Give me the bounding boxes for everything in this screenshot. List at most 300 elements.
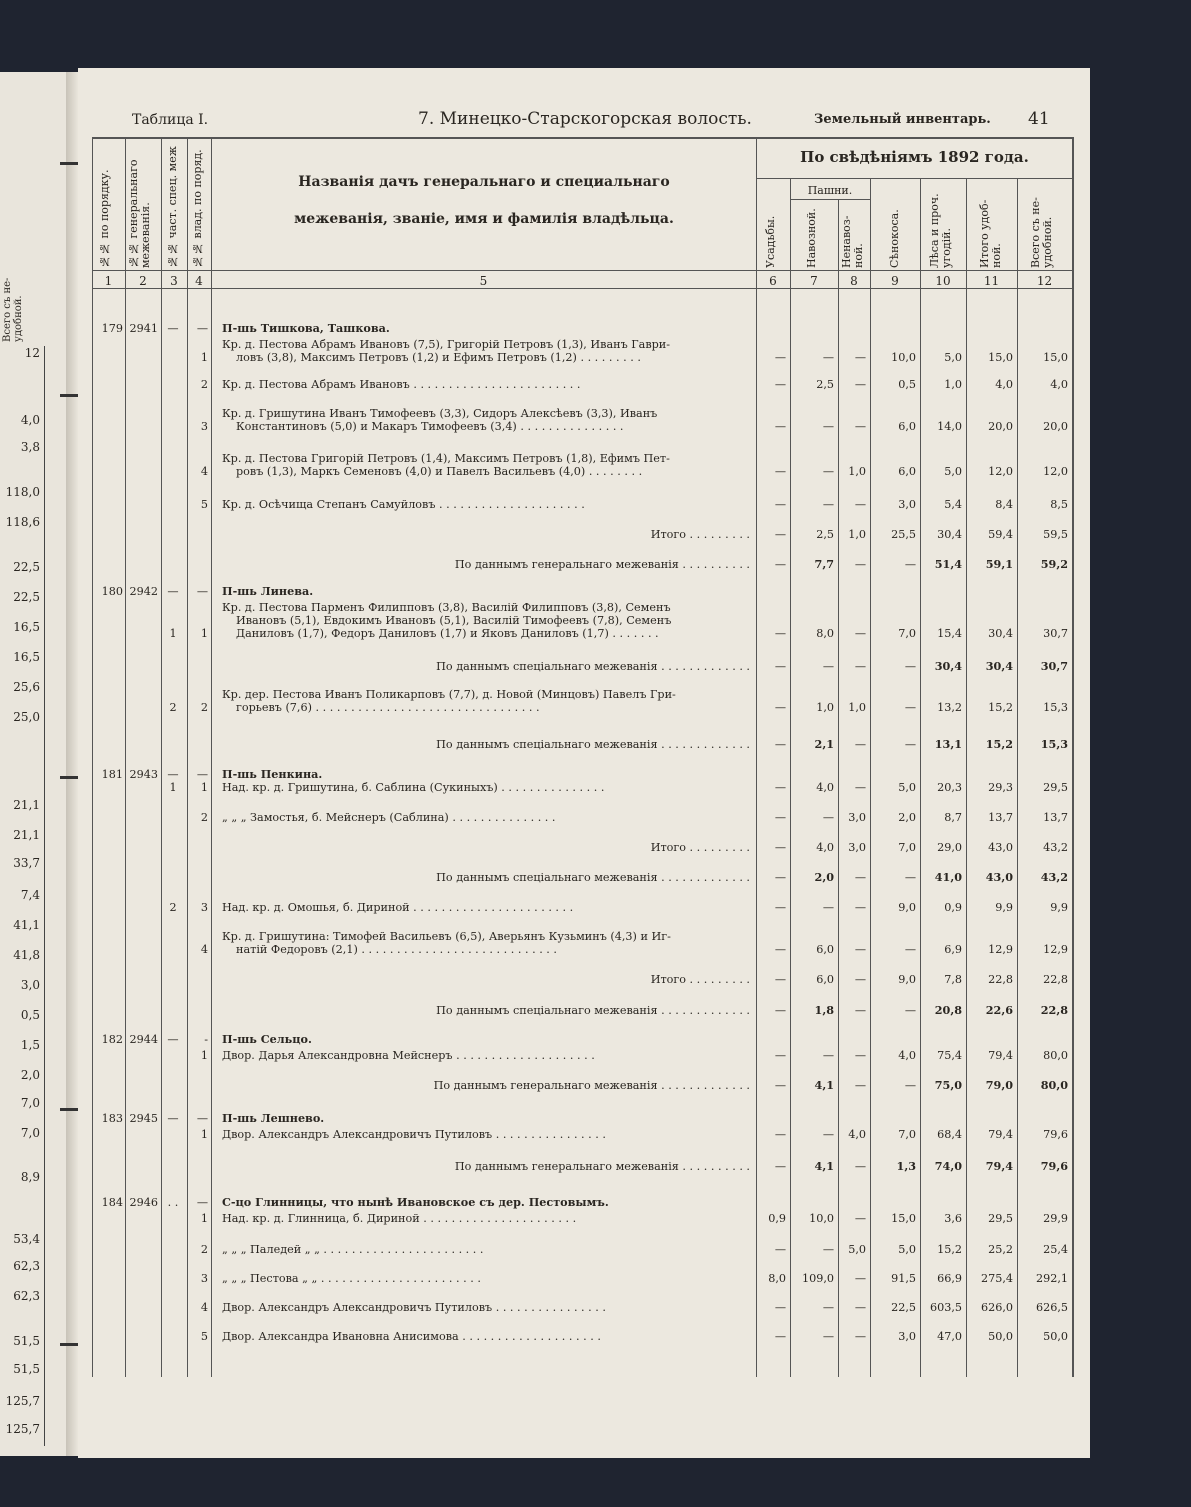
header-rule — [92, 270, 1073, 271]
owner-number: — — [196, 1112, 208, 1125]
area-value: — — [854, 1330, 866, 1343]
estate-title: П-шь Пенкина. — [222, 767, 323, 781]
area-value: 5,0 — [944, 351, 962, 364]
special-survey-number: 2 — [169, 901, 177, 914]
general-survey-number: 2946 — [129, 1196, 158, 1209]
owner-entry: горьевъ (7,6) . . . . . . . . . . . . . . . . . . . . . . . . . . . . . . . . — [236, 701, 540, 714]
area-value: 8,0 — [816, 627, 834, 640]
area-value: — — [774, 660, 786, 673]
area-value: 4,0 — [1050, 378, 1068, 391]
area-value: 5,0 — [898, 1243, 916, 1256]
left-value: 16,5 — [13, 620, 40, 634]
left-value: 25,6 — [13, 680, 40, 694]
owner-entry: Даниловъ (1,7), Федоръ Даниловъ (1,7) и Яковъ Даниловъ (1,7) . . . . . . . — [236, 627, 659, 640]
area-value: — — [822, 498, 834, 511]
area-value: — — [904, 1004, 916, 1017]
area-value: — — [774, 528, 786, 541]
summary-label: По даннымъ спеціальнаго межеванія . . . . . . . . . . . . . — [436, 660, 750, 673]
owner-number: 2 — [200, 701, 208, 714]
owner-entry: ровъ (1,3), Маркъ Семеновъ (4,0) и Павелъ Васильевъ (4,0) . . . . . . . . — [236, 465, 643, 478]
area-value: 2,1 — [814, 737, 834, 751]
area-value: 59,5 — [1043, 528, 1068, 541]
owner-number: 1 — [200, 1049, 208, 1062]
special-survey-number: — — [167, 768, 179, 781]
area-value: — — [854, 973, 866, 986]
left-value: 125,7 — [5, 1394, 40, 1408]
area-value: 25,2 — [988, 1243, 1013, 1256]
summary-label: По даннымъ спеціальнаго межеванія . . . . . . . . . . . . . — [436, 871, 750, 884]
area-value: — — [774, 627, 786, 640]
area-value: — — [774, 558, 786, 571]
left-value: 41,1 — [13, 918, 40, 932]
area-value: 10,0 — [809, 1212, 834, 1225]
owner-number: 2 — [200, 811, 208, 824]
colnum: 1 — [104, 274, 113, 288]
area-value: 80,0 — [1040, 1078, 1068, 1092]
area-value: 30,4 — [985, 659, 1013, 673]
area-value: — — [774, 1330, 786, 1343]
area-value: 7,7 — [814, 557, 834, 571]
area-value: 12,0 — [988, 465, 1013, 478]
area-value: 47,0 — [937, 1330, 962, 1343]
area-value: — — [904, 943, 916, 956]
owner-entry: натій Федоровъ (2,1) . . . . . . . . . . . . . . . . . . . . . . . . . . . . — [236, 943, 557, 956]
colnum: 7 — [810, 274, 818, 288]
area-value: — — [854, 498, 866, 511]
area-value: — — [854, 1079, 866, 1092]
owner-number: 4 — [200, 943, 208, 956]
area-value: — — [904, 738, 916, 751]
special-survey-number: 2 — [169, 701, 177, 714]
owner-number: 2 — [200, 1243, 208, 1256]
col-rule — [1072, 137, 1074, 1377]
area-value: 9,9 — [995, 901, 1013, 914]
summary-label: Итого . . . . . . . . . — [650, 973, 750, 986]
area-value: 6,0 — [898, 465, 916, 478]
owner-number: 4 — [200, 465, 208, 478]
area-value: 43,0 — [988, 841, 1013, 854]
area-value: — — [854, 871, 866, 884]
colnum-rule — [92, 288, 1073, 289]
general-survey-number: 2945 — [129, 1112, 158, 1125]
left-value: 8,9 — [20, 1170, 40, 1184]
left-value: 1,5 — [20, 1038, 40, 1052]
area-value: 1,0 — [944, 378, 962, 391]
owner-entry: Кр. д. Пестова Абрамъ Ивановъ (7,5), Григорій Петровъ (1,3), Иванъ Гаври- — [222, 338, 671, 351]
area-value: 4,0 — [898, 1049, 916, 1062]
area-value: — — [822, 420, 834, 433]
table-top-rule — [92, 137, 1073, 139]
left-page — [0, 72, 66, 1456]
owner-entry: Кр. д. Пестова Григорій Петровъ (1,4), Максимъ Петровъ (1,8), Ефимъ Пет- — [222, 452, 670, 465]
area-value: — — [904, 1079, 916, 1092]
owner-number: 3 — [200, 1272, 208, 1285]
area-value: 0,9 — [944, 901, 962, 914]
area-value: — — [774, 1128, 786, 1141]
area-value: 3,6 — [944, 1212, 962, 1225]
area-value: 14,0 — [937, 420, 962, 433]
area-value: — — [774, 871, 786, 884]
summary-label: По даннымъ генеральнаго межеванія . . . . . . . . . . . . . — [433, 1079, 750, 1092]
col-rule — [756, 137, 757, 1377]
col-rule — [92, 137, 93, 1377]
special-survey-number: — — [167, 1112, 179, 1125]
area-value: — — [854, 420, 866, 433]
owner-number: 1 — [200, 351, 208, 364]
volost-title: 7. Минецко-Старскогорская волость. — [418, 109, 752, 129]
area-value: 6,0 — [816, 943, 834, 956]
special-survey-number: 1 — [169, 781, 177, 794]
area-value: 12,0 — [1043, 465, 1068, 478]
left-value: 118,6 — [5, 515, 40, 529]
left-value: 62,3 — [13, 1259, 40, 1273]
area-value: 30,4 — [934, 659, 962, 673]
area-value: 4,0 — [995, 378, 1013, 391]
area-value: 13,2 — [937, 701, 962, 714]
area-value: 5,4 — [944, 498, 962, 511]
area-value: — — [822, 351, 834, 364]
row-number: 179 — [101, 322, 123, 335]
left-value: 4,0 — [20, 413, 40, 427]
area-value: — — [854, 351, 866, 364]
area-value: — — [854, 1272, 866, 1285]
col2-header: №№ генеральнаго межеванія. — [127, 159, 152, 268]
area-value: — — [774, 701, 786, 714]
area-value: 7,0 — [898, 627, 916, 640]
left-value: 22,5 — [13, 590, 40, 604]
colnum: 3 — [170, 274, 178, 288]
area-value: — — [904, 871, 916, 884]
area-value: — — [854, 943, 866, 956]
area-value: — — [774, 811, 786, 824]
area-value: — — [774, 901, 786, 914]
area-value: — — [854, 1049, 866, 1062]
area-value: 29,3 — [988, 781, 1013, 794]
area-value: 30,4 — [937, 528, 962, 541]
summary-label: По даннымъ спеціальнаго межеванія . . . . . . . . . . . . . — [436, 1004, 750, 1017]
owner-number: 2 — [200, 378, 208, 391]
owner-number: — — [196, 585, 208, 598]
owner-number: 5 — [200, 498, 208, 511]
owner-entry: Кр. д. Гришутина: Тимофей Васильевъ (6,5), Аверьянъ Кузьминъ (4,3) и Иг- — [222, 930, 671, 943]
left-value: 21,1 — [13, 828, 40, 842]
left-value: 0,5 — [20, 1008, 40, 1022]
special-survey-number: 1 — [169, 627, 177, 640]
area-value: 4,1 — [814, 1159, 834, 1173]
area-value: — — [822, 1301, 834, 1314]
area-value: 1,0 — [816, 701, 834, 714]
area-value: 4,0 — [816, 841, 834, 854]
owner-entry: „ „ „ Пестова „ „ . . . . . . . . . . . . . . . . . . . . . . . — [222, 1272, 481, 1285]
left-value: 21,1 — [13, 798, 40, 812]
general-survey-number: 2942 — [129, 585, 158, 598]
area-value: — — [822, 811, 834, 824]
area-value: 30,4 — [988, 627, 1013, 640]
area-value: 29,5 — [988, 1212, 1013, 1225]
left-value: 41,8 — [13, 948, 40, 962]
area-value: — — [774, 943, 786, 956]
owner-entry: Ивановъ (5,1), Евдокимъ Ивановъ (5,1), Василій Тимофеевъ (7,8), Семенъ — [236, 614, 672, 627]
owner-number: — — [196, 322, 208, 335]
area-value: 10,0 — [891, 351, 916, 364]
area-value: — — [774, 498, 786, 511]
area-value: 626,0 — [980, 1301, 1013, 1314]
area-value: — — [854, 660, 866, 673]
owner-number: 4 — [200, 1301, 208, 1314]
owner-number: - — [204, 1033, 208, 1046]
left-value: 125,7 — [5, 1422, 40, 1436]
left-value: 53,4 — [13, 1232, 40, 1246]
col6-header: Усадьбы. — [764, 215, 777, 268]
area-value: 8,4 — [995, 498, 1013, 511]
area-value: — — [774, 1160, 786, 1173]
page-number: 41 — [1028, 109, 1050, 129]
col11-header: Итого удоб-ной. — [978, 199, 1003, 268]
area-value: — — [822, 1128, 834, 1141]
row-number: 180 — [101, 585, 123, 598]
source-rule — [756, 178, 1073, 179]
area-value: 20,0 — [1043, 420, 1068, 433]
left-column-header: Всего съ не-удобной. — [2, 277, 24, 342]
area-value: 43,2 — [1043, 841, 1068, 854]
area-value: 75,4 — [937, 1049, 962, 1062]
owner-entry: Кр. д. Пестова Абрамъ Ивановъ . . . . . . . . . . . . . . . . . . . . . . . . — [222, 378, 581, 391]
colnum: 6 — [769, 274, 777, 288]
left-value: 51,5 — [13, 1334, 40, 1348]
names-header-2: межеванія, званіе, имя и фамилія владѣльца. — [294, 211, 674, 227]
row-number: 183 — [101, 1112, 123, 1125]
general-survey-number: 2944 — [129, 1033, 158, 1046]
left-column-rule — [44, 346, 45, 1446]
area-value: 3,0 — [898, 1330, 916, 1343]
left-value: 7,0 — [20, 1096, 40, 1110]
area-value: — — [904, 701, 916, 714]
area-value: — — [774, 1243, 786, 1256]
area-value: 9,0 — [898, 973, 916, 986]
row-number: 181 — [101, 768, 123, 781]
owner-number: 3 — [200, 420, 208, 433]
area-value: 25,5 — [891, 528, 916, 541]
col4-header: №№ влад. по поряд. — [191, 149, 204, 268]
owner-number: 1 — [200, 1128, 208, 1141]
area-value: 13,7 — [988, 811, 1013, 824]
area-value: 7,0 — [898, 841, 916, 854]
area-value: 7,0 — [898, 1128, 916, 1141]
colnum: 9 — [891, 274, 899, 288]
colnum: 2 — [139, 274, 147, 288]
left-value: 2,0 — [20, 1068, 40, 1082]
area-value: 9,9 — [1050, 901, 1068, 914]
col10-header: Лѣса и проч. угодій. — [928, 193, 953, 268]
general-survey-number: 2943 — [129, 768, 158, 781]
owner-number: 1 — [200, 1212, 208, 1225]
area-value: 15,2 — [985, 737, 1013, 751]
area-value: 15,0 — [891, 1212, 916, 1225]
area-value: — — [854, 627, 866, 640]
owner-entry: „ „ „ Замостья, б. Мейснеръ (Саблина) . . . . . . . . . . . . . . . — [222, 811, 556, 824]
left-value: 62,3 — [13, 1289, 40, 1303]
area-value: — — [854, 1301, 866, 1314]
area-value: 15,2 — [937, 1243, 962, 1256]
owner-entry: Над. кр. д. Глинница, б. Дириной . . . . . . . . . . . . . . . . . . . . . . — [222, 1212, 577, 1225]
area-value: 79,4 — [985, 1159, 1013, 1173]
area-value: — — [774, 1004, 786, 1017]
area-value: — — [854, 738, 866, 751]
area-value: 2,5 — [816, 528, 834, 541]
area-value: 22,8 — [1040, 1003, 1068, 1017]
owner-number: 5 — [200, 1330, 208, 1343]
owner-entry: Двор. Александра Ивановна Анисимова . . . . . . . . . . . . . . . . . . . . — [222, 1330, 601, 1343]
owner-entry: ловъ (3,8), Максимъ Петровъ (1,2) и Ефимъ Петровъ (1,2) . . . . . . . . . — [236, 351, 641, 364]
summary-label: По даннымъ спеціальнаго межеванія . . . . . . . . . . . . . — [436, 738, 750, 751]
area-value: — — [854, 781, 866, 794]
area-value: 3,0 — [898, 498, 916, 511]
summary-label: Итого . . . . . . . . . — [650, 841, 750, 854]
area-value: 59,4 — [988, 528, 1013, 541]
area-value: — — [774, 781, 786, 794]
owner-entry: Над. кр. д. Омошья, б. Дириной . . . . . . . . . . . . . . . . . . . . . . . — [222, 901, 574, 914]
left-value: 7,4 — [20, 888, 40, 902]
area-value: 74,0 — [934, 1159, 962, 1173]
colnum: 10 — [935, 274, 951, 288]
estate-title: П-шь Тишкова, Ташкова. — [222, 321, 390, 335]
area-value: 2,0 — [898, 811, 916, 824]
area-value: — — [904, 660, 916, 673]
area-value: 1,0 — [848, 528, 866, 541]
owner-number: — — [196, 1196, 208, 1209]
estate-title: П-шь Сельцо. — [222, 1032, 312, 1046]
colnum: 8 — [850, 274, 858, 288]
owner-number: 1 — [200, 627, 208, 640]
area-value: 43,2 — [1040, 870, 1068, 884]
area-value: 292,1 — [1035, 1272, 1068, 1285]
area-value: 109,0 — [801, 1272, 834, 1285]
owner-entry: Над. кр. д. Гришутина, б. Саблина (Сукиныхъ) . . . . . . . . . . . . . . . — [222, 781, 605, 794]
area-value: 15,3 — [1043, 701, 1068, 714]
col7-header: Навозной. — [805, 208, 818, 268]
owner-entry: Двор. Дарья Александровна Мейснеръ . . . . . . . . . . . . . . . . . . . . — [222, 1049, 595, 1062]
pashni-header: Пашни. — [807, 184, 853, 197]
area-value: 25,4 — [1043, 1243, 1068, 1256]
area-value: 6,0 — [816, 973, 834, 986]
area-value: — — [774, 378, 786, 391]
owner-entry: „ „ „ Паледей „ „ . . . . . . . . . . . . . . . . . . . . . . . — [222, 1243, 484, 1256]
area-value: — — [822, 1243, 834, 1256]
area-value: 15,3 — [1040, 737, 1068, 751]
owner-entry: Кр. д. Пестова Парменъ Филипповъ (3,8), Василій Филипповъ (3,8), Семенъ — [222, 601, 671, 614]
col-rule — [211, 137, 212, 1377]
area-value: 22,8 — [1043, 973, 1068, 986]
area-value: 66,9 — [937, 1272, 962, 1285]
area-value: 4,0 — [816, 781, 834, 794]
col9-header: Сѣнокоса. — [888, 209, 901, 268]
colnum: 5 — [479, 274, 488, 288]
area-value: 603,5 — [929, 1301, 962, 1314]
area-value: — — [854, 901, 866, 914]
area-value: 30,7 — [1040, 659, 1068, 673]
area-value: 79,4 — [988, 1049, 1013, 1062]
area-value: 80,0 — [1043, 1049, 1068, 1062]
left-value: 3,8 — [20, 440, 40, 454]
summary-label: По даннымъ генеральнаго межеванія . . . . . . . . . . — [454, 558, 750, 571]
area-value: 91,5 — [891, 1272, 916, 1285]
col1-header: №№ по порядку. — [98, 169, 111, 268]
area-value: 15,2 — [988, 701, 1013, 714]
book-gutter — [66, 72, 78, 1456]
left-value: 7,0 — [20, 1126, 40, 1140]
colnum: 11 — [983, 274, 1000, 288]
area-value: 20,3 — [937, 781, 962, 794]
area-value: — — [774, 973, 786, 986]
area-value: 43,0 — [985, 870, 1013, 884]
left-value: 51,5 — [13, 1362, 40, 1376]
area-value: — — [822, 465, 834, 478]
owner-number: 1 — [200, 781, 208, 794]
estate-title: П-шь Лешнево. — [222, 1111, 325, 1125]
area-value: 20,8 — [934, 1003, 962, 1017]
area-value: 8,7 — [944, 811, 962, 824]
owner-entry: Кр. дер. Пестова Иванъ Поликарповъ (7,7), д. Новой (Минцовъ) Павелъ Гри- — [222, 688, 676, 701]
area-value: 59,2 — [1040, 557, 1068, 571]
area-value: 41,0 — [934, 870, 962, 884]
area-value: 1,3 — [896, 1159, 916, 1173]
section-title: Земельный инвентарь. — [814, 112, 991, 127]
source-header: По свѣдѣніямъ 1892 года. — [800, 148, 1029, 166]
area-value: 79,4 — [988, 1128, 1013, 1141]
area-value: 5,0 — [848, 1243, 866, 1256]
area-value: 4,0 — [848, 1128, 866, 1141]
area-value: 75,0 — [934, 1078, 962, 1092]
special-survey-number: — — [167, 1033, 179, 1046]
area-value: — — [854, 378, 866, 391]
area-value: 8,0 — [768, 1272, 786, 1285]
area-value: — — [854, 1160, 866, 1173]
area-value: — — [904, 558, 916, 571]
area-value: 4,1 — [814, 1078, 834, 1092]
area-value: — — [774, 1049, 786, 1062]
area-value: 79,6 — [1043, 1128, 1068, 1141]
area-value: 6,9 — [944, 943, 962, 956]
area-value: 79,6 — [1040, 1159, 1068, 1173]
area-value: — — [854, 558, 866, 571]
area-value: 15,0 — [1043, 351, 1068, 364]
estate-title: П-шь Линева. — [222, 584, 314, 598]
area-value: — — [854, 1004, 866, 1017]
summary-label: Итого . . . . . . . . . — [650, 528, 750, 541]
pashni-rule — [790, 199, 870, 200]
left-value: 25,0 — [13, 710, 40, 724]
estate-title: С-цо Глинницы, что нынѣ Ивановское съ дер. Пестовымъ. — [222, 1195, 609, 1209]
area-value: 2,5 — [816, 378, 834, 391]
area-value: — — [774, 1301, 786, 1314]
area-value: 0,9 — [768, 1212, 786, 1225]
area-value: 30,7 — [1043, 627, 1068, 640]
area-value: 29,9 — [1043, 1212, 1068, 1225]
area-value: 29,5 — [1043, 781, 1068, 794]
area-value: 7,8 — [944, 973, 962, 986]
area-value: 12,9 — [1043, 943, 1068, 956]
area-value: 50,0 — [1043, 1330, 1068, 1343]
area-value: 5,0 — [898, 781, 916, 794]
col8-header: Ненавоз-ной. — [840, 215, 865, 268]
area-value: — — [822, 1330, 834, 1343]
area-value: 13,7 — [1043, 811, 1068, 824]
area-value: 79,0 — [985, 1078, 1013, 1092]
area-value: 5,0 — [944, 465, 962, 478]
area-value: 15,0 — [988, 351, 1013, 364]
owner-number: — — [196, 768, 208, 781]
area-value: — — [774, 1079, 786, 1092]
